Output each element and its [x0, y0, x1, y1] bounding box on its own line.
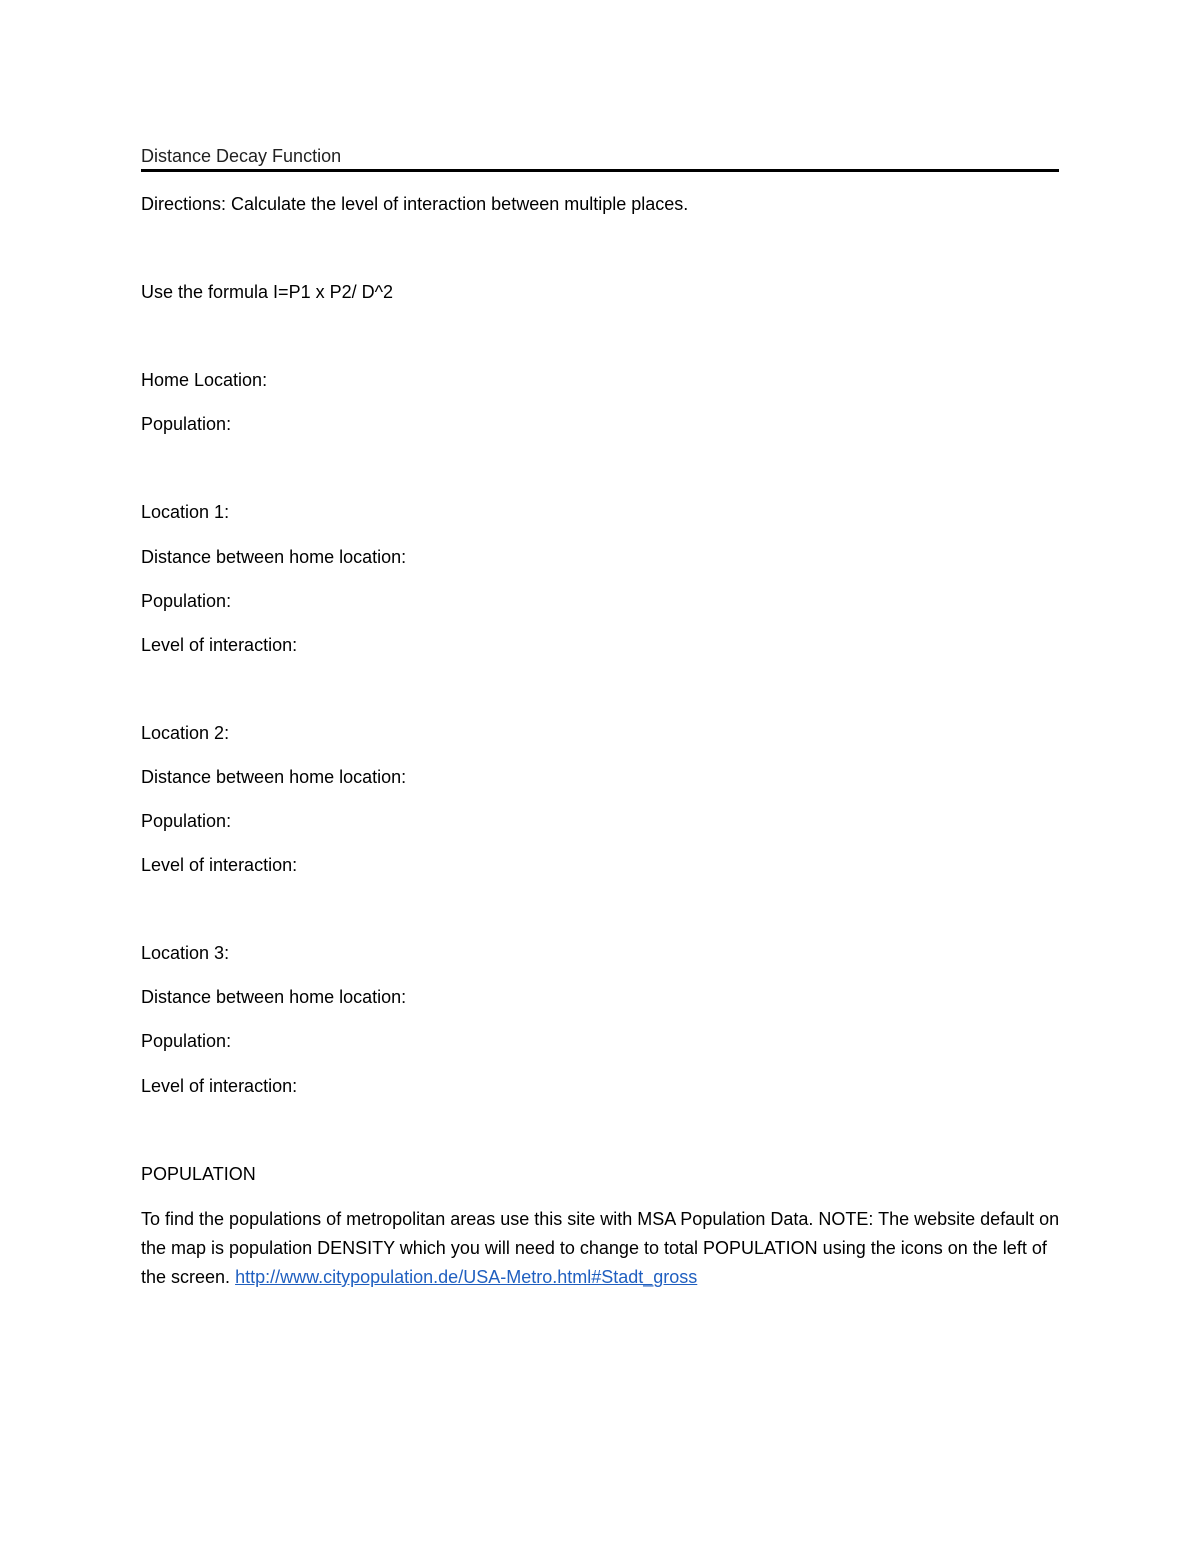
formula-text: Use the formula I=P1 x P2/ D^2	[141, 282, 394, 302]
directions-text: Directions: Calculate the level of interaction between multiple places.	[141, 194, 689, 214]
population-note	[141, 1205, 1066, 1292]
location-2-label: Location 2:	[141, 723, 230, 743]
home-population-label: Population:	[141, 414, 232, 434]
document-title: Distance Decay Function	[141, 146, 342, 166]
location-3-label: Location 3:	[141, 943, 230, 963]
citypopulation-link[interactable]: http://www.citypopulation.de/USA-Metro.html#Stadt_gross	[235, 1267, 698, 1287]
location-3-distance-label: Distance between home location:	[141, 987, 407, 1007]
location-2-distance-label: Distance between home location:	[141, 767, 407, 787]
location-1-interaction-label: Level of interaction:	[141, 635, 298, 655]
title-divider	[141, 169, 1059, 172]
home-location-label: Home Location:	[141, 370, 268, 390]
location-3-interaction-label: Level of interaction:	[141, 1076, 298, 1096]
location-1-population-label: Population:	[141, 591, 232, 611]
location-1-label: Location 1:	[141, 502, 230, 522]
location-1-distance-label: Distance between home location:	[141, 547, 407, 567]
location-2-population-label: Population:	[141, 811, 232, 831]
location-3-population-label: Population:	[141, 1031, 232, 1051]
location-2-interaction-label: Level of interaction:	[141, 855, 298, 875]
population-heading: POPULATION	[141, 1164, 256, 1184]
population-note-text: To find the populations of metropolitan areas use this site with MSA Population Data. NOTE: The website default on the map is population DENSITY which you will need to change to total POPULATION using the icons on the left of the screen.	[141, 1209, 1060, 1287]
